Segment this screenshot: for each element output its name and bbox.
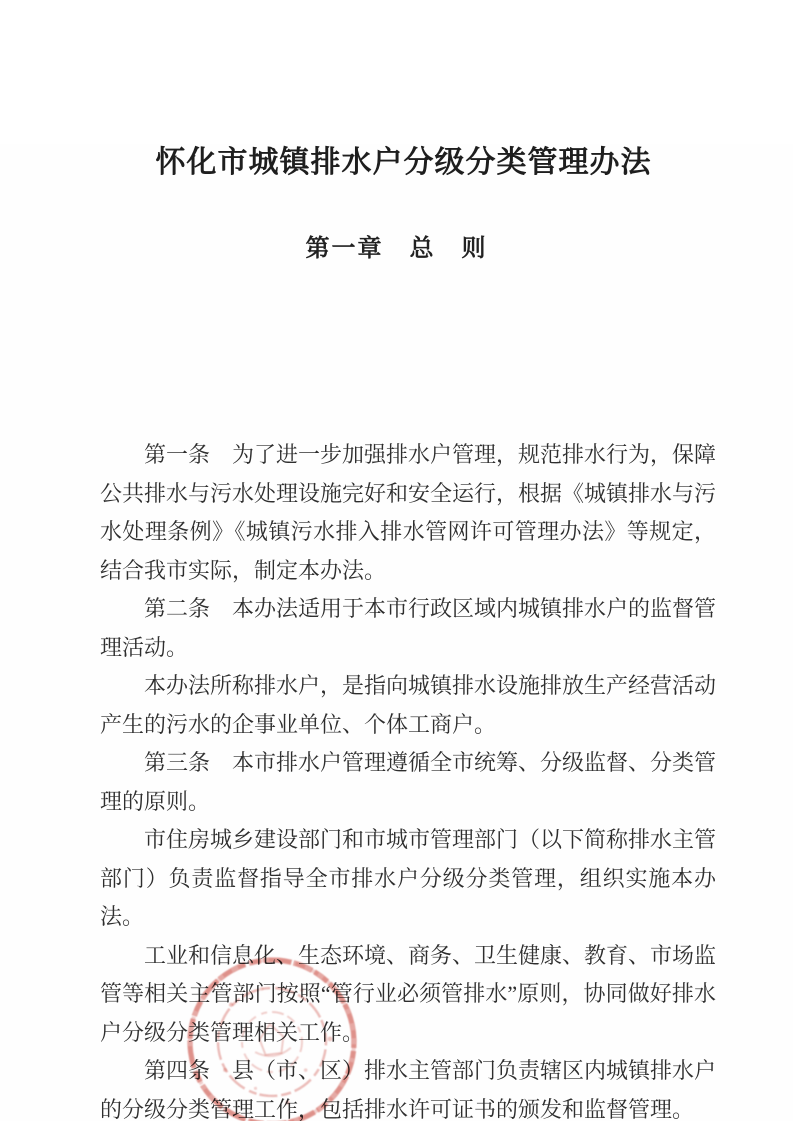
- paragraph-article-2: 第二条 本办法适用于本市行政区域内城镇排水户的监督管理活动。: [100, 596, 717, 660]
- paragraph-article-1: 第一条 为了进一步加强排水户管理，规范排水行为，保障公共排水与污水处理设施完好和安全运行，根据《城镇排水与污水处理条例》《城镇污水排入排水管网许可管理办法》等规定，结合我市实际，制定本办法。: [100, 442, 717, 583]
- paragraph-article-3-departments: 市住房城乡建设部门和市城市管理部门（以下简称排水主管部门）负责监督指导全市排水户分级分类管理，组织实施本办法。: [100, 827, 717, 929]
- chapter-heading: 第一章 总 则: [305, 235, 488, 262]
- paragraph-article-3: 第三条 本市排水户管理遵循全市统筹、分级监督、分类管理的原则。: [100, 750, 717, 814]
- document-body: [100, 436, 716, 1121]
- document-title: 怀化市城镇排水户分级分类管理办法: [155, 146, 652, 179]
- paragraph-article-3-industry: 工业和信息化、生态环境、商务、卫生健康、教育、市场监管等相关主管部门按照“管行业必须管排水”原则，协同做好排水户分级分类管理相关工作。: [100, 942, 717, 1045]
- paragraph-article-2-definition: 本办法所称排水户，是指向城镇排水设施排放生产经营活动产生的污水的企事业单位、个体工商户。: [100, 673, 717, 737]
- paragraph-article-4: 第四条 县（市、区）排水主管部门负责辖区内城镇排水户的分级分类管理工作，包括排水许可证书的颁发和监督管理。: [100, 1058, 717, 1121]
- document-page: [0, 144, 793, 1121]
